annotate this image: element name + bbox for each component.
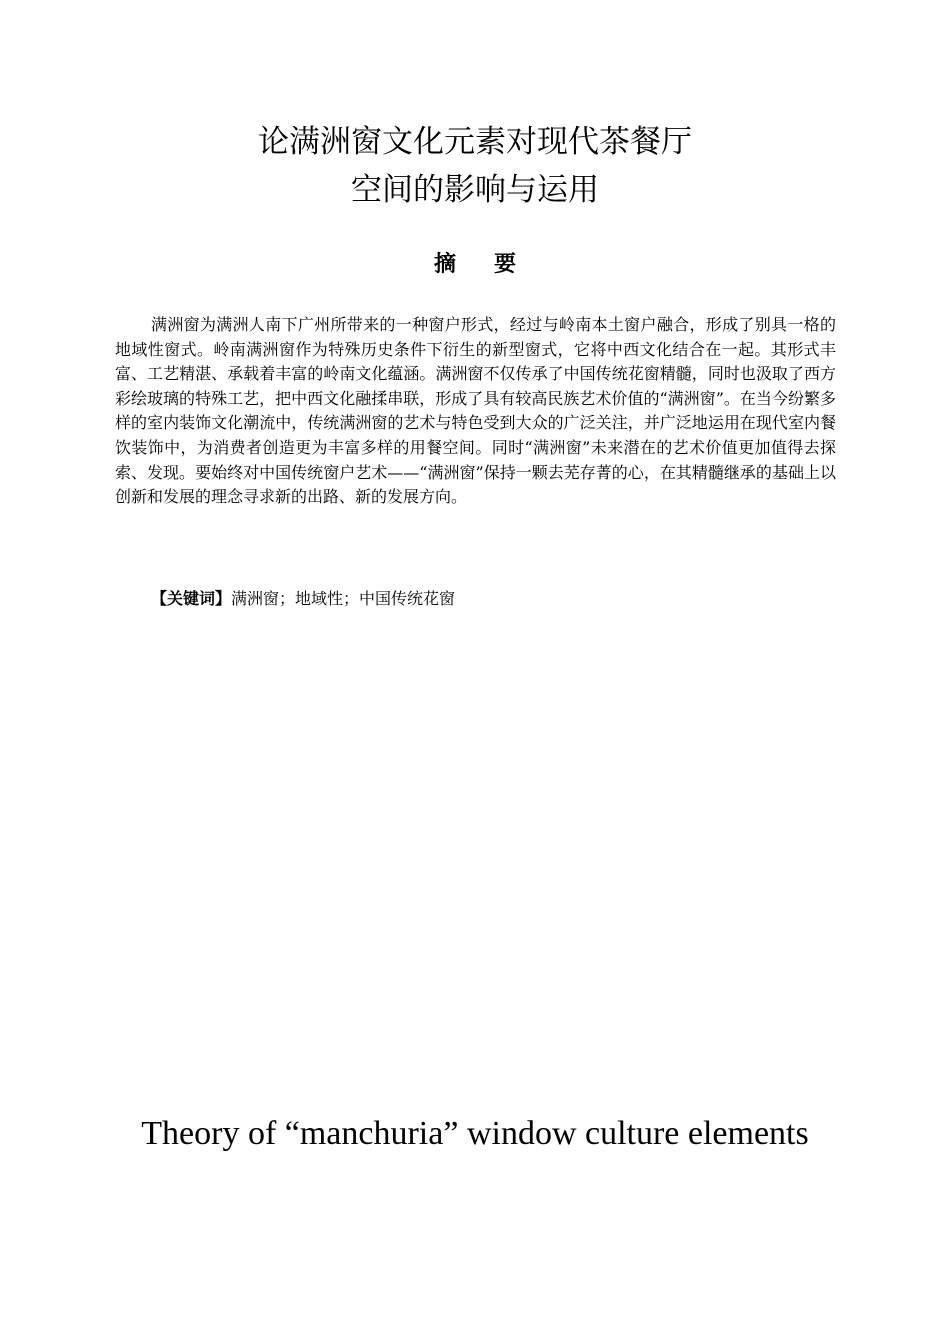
document-title — [0, 118, 950, 214]
keywords-line — [151, 587, 836, 611]
title-line-1: 论满洲窗文化元素对现代茶餐厅 — [258, 124, 692, 160]
keywords-text: 满洲窗；地域性；中国传统花窗 — [231, 589, 456, 608]
title-line-2: 空间的影响与运用 — [351, 172, 599, 208]
abstract-paragraph: 满洲窗为满洲人南下广州所带来的一种窗户形式，经过与岭南本土窗户融合，形成了别具一格的地域性窗式。岭南满洲窗作为特殊历史条件下衍生的新型窗式，它将中西文化结合在一起。其形式丰富、工艺精湛、承载着丰富的岭南文化蕴涵。满洲窗不仅传承了中国传统花窗精髓，同时也汲取了西方彩绘玻璃的特殊工艺，把中西文化融揉串联，形成了具有较高民族艺术价值的“满洲窗”。在当今纷繁多样的室内装饰文化潮流中，传统满洲窗的艺术与特色受到大众的广泛关注，并广泛地运用在现代室内餐饮装饰中，为消费者创造更为丰富多样的用餐空间。同时“满洲窗”未来潜在的艺术价值更加值得去探索、发现。要始终对中国传统窗户艺术——“满洲窗”保持一颗去芜存菁的心，在其精髓继承的基础上以创新和发展的理念寻求新的出路、新的发展方向。 — [115, 315, 836, 507]
english-title: Theory of “manchuria” window culture elements — [141, 1115, 809, 1152]
abstract-heading: 摘要 — [433, 252, 554, 277]
keywords-label: 【关键词】 — [151, 589, 232, 608]
